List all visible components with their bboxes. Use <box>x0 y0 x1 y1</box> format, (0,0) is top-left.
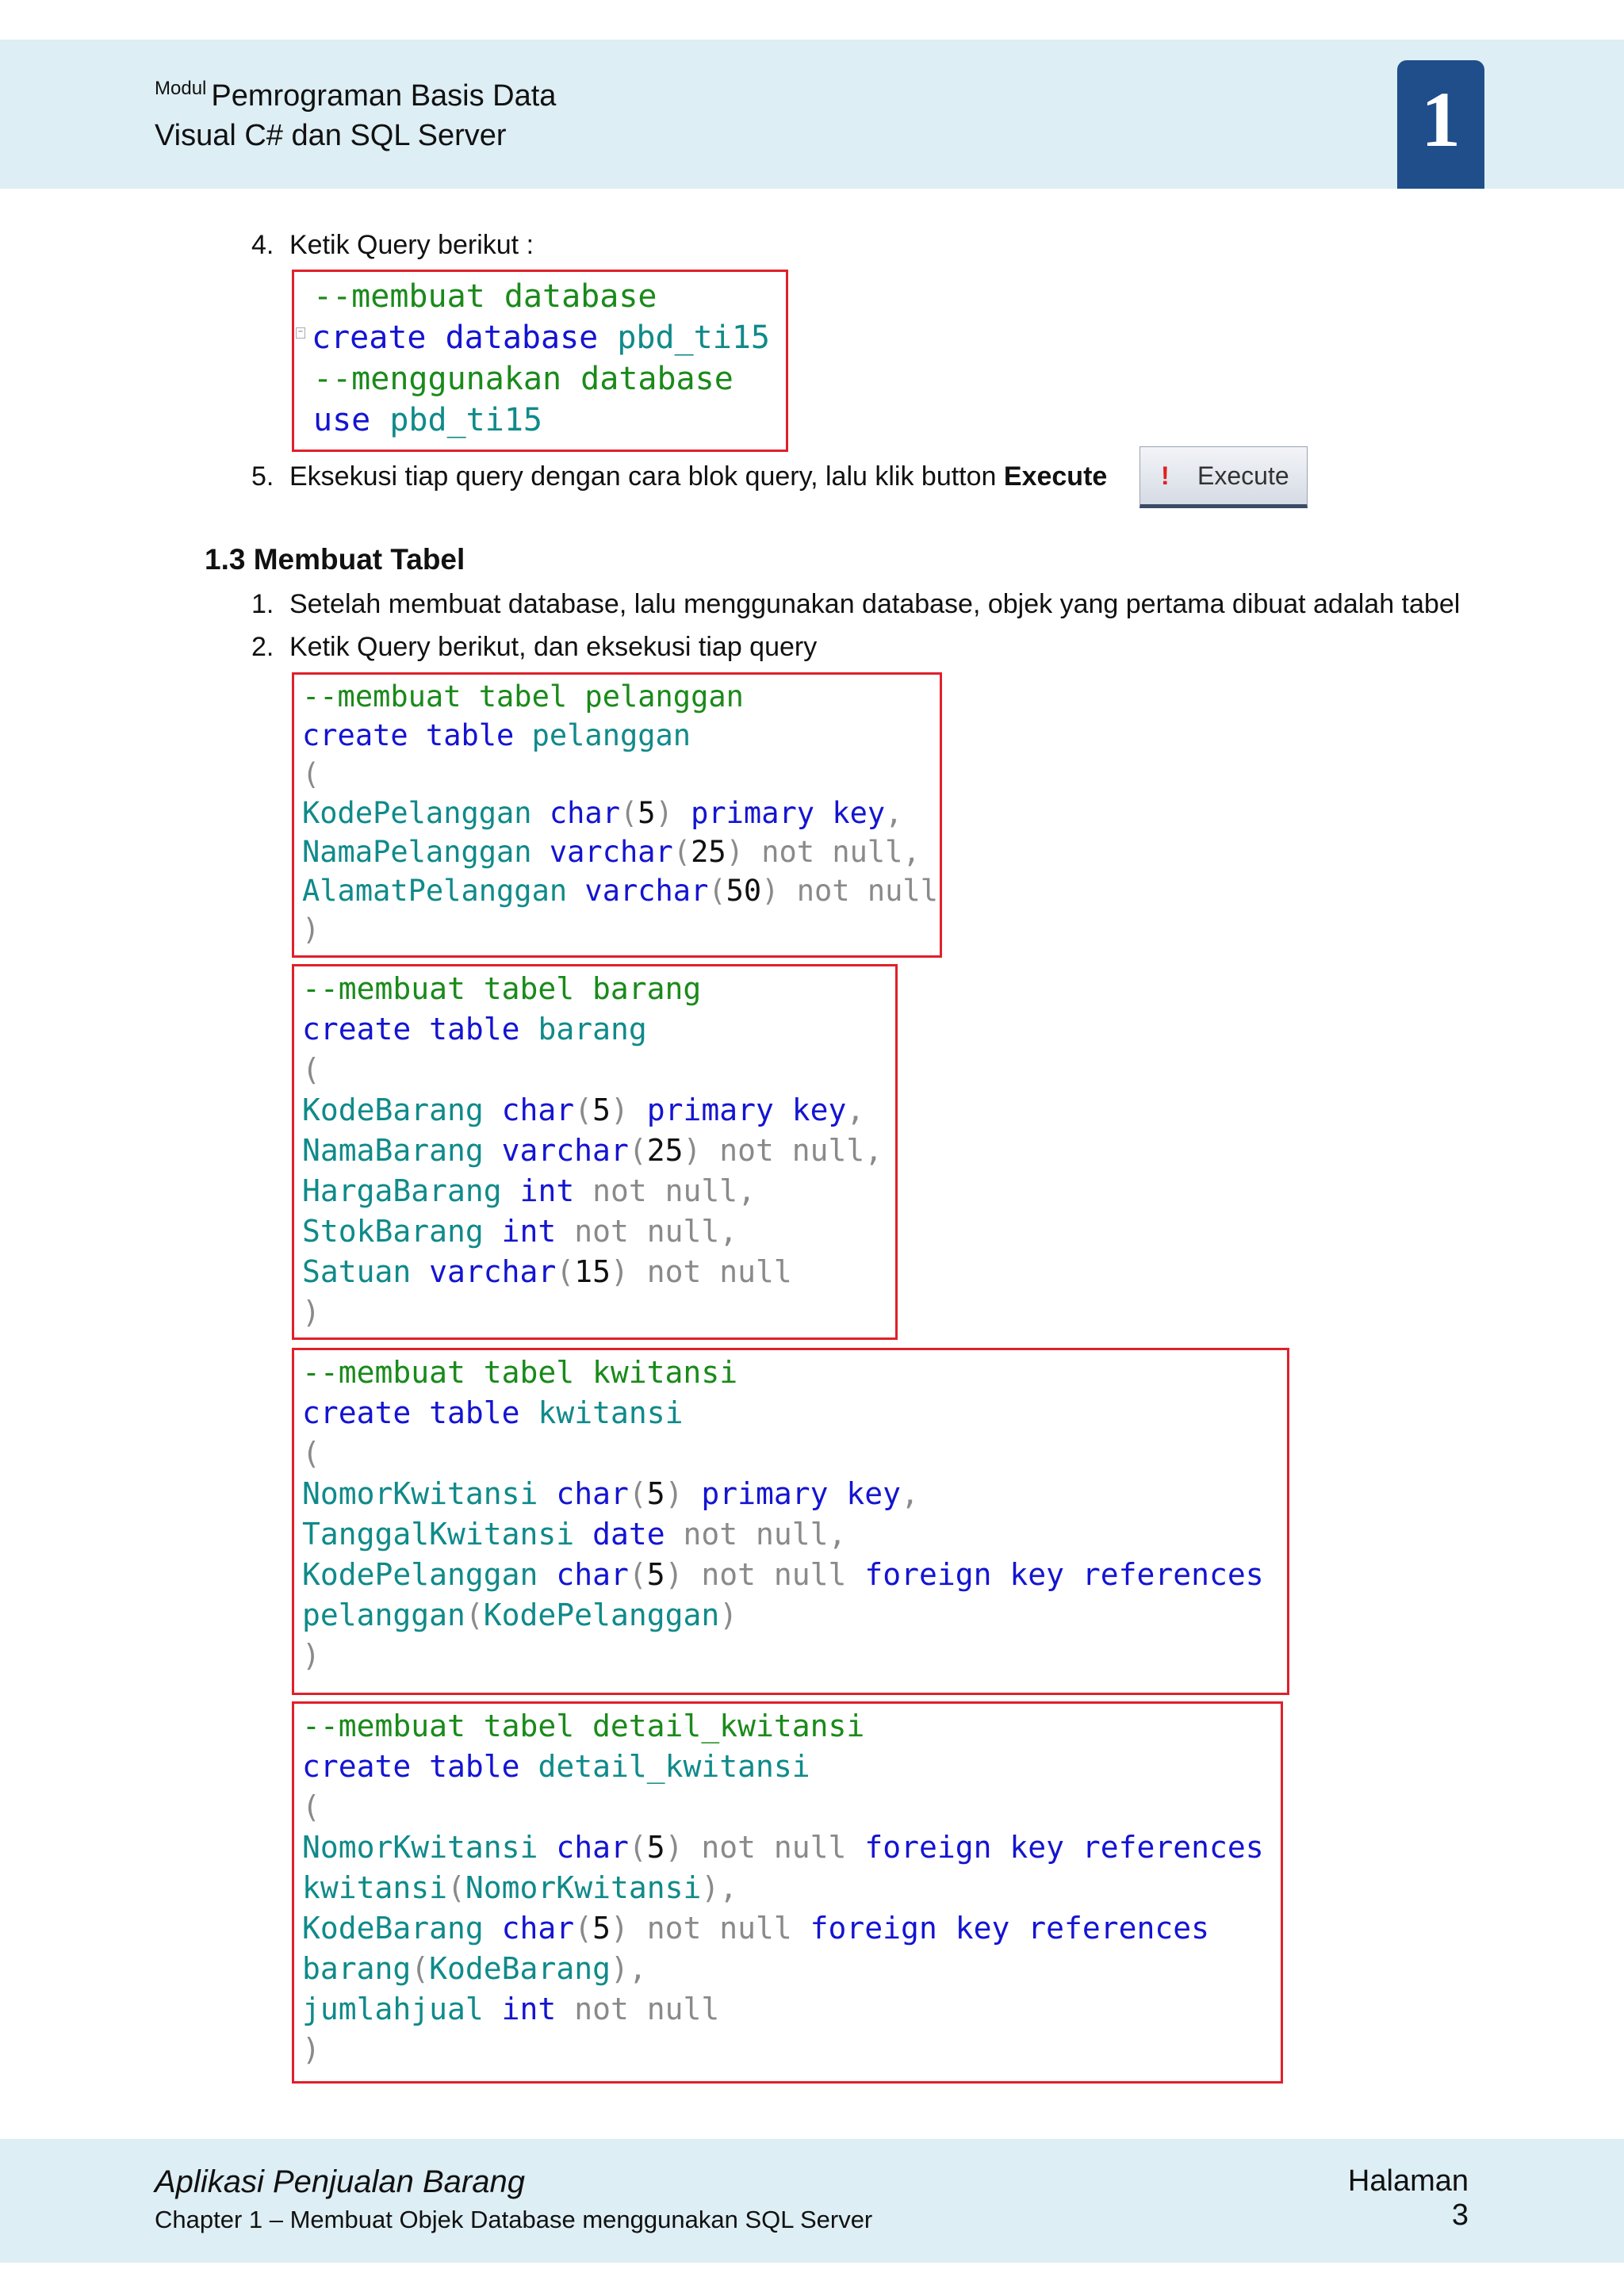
header-subtitle: Visual C# dan SQL Server <box>155 119 507 152</box>
step-5: 5. Eksekusi tiap query dengan cara blok query, lalu klik button Execute <box>251 461 1108 492</box>
execute-label: Execute <box>1197 461 1289 490</box>
step-4: 4. Ketik Query berikut : <box>251 230 534 260</box>
header-title: $^{Modul}$ Pemrograman Basis Data <box>155 78 557 113</box>
code-block-detail-kwitansi[interactable]: --membuat tabel detail_kwitansi create table detail_kwitansi ( NomorKwitansi char(5) not null foreign key references kwitansi(NomorKwitansi), KodeBarang char(5) not null foreign key references barang(KodeBarang), jumlahjual int not null ) <box>292 1701 1283 2084</box>
footer-title: Aplikasi Penjualan Barang <box>155 2164 525 2199</box>
page-number: Halaman 3 <box>1347 2164 1469 2232</box>
modul-label: Modul <box>155 78 207 99</box>
exclamation-icon: ! <box>1161 461 1170 490</box>
execute-button[interactable] <box>1139 446 1308 508</box>
collapse-icon: − <box>296 327 305 339</box>
section-step-2: 2. Ketik Query berikut, dan eksekusi tiap query <box>251 632 818 662</box>
code-block-barang[interactable]: --membuat tabel barang create table barang ( KodeBarang char(5) primary key, NamaBarang varchar(25) not null, HargaBarang int not null, StokBarang int not null, Satuan varchar(15) not null ) <box>292 964 898 1340</box>
footer-chapter: Chapter 1 – Membuat Objek Database menggunakan SQL Server <box>155 2206 873 2233</box>
code-block-database[interactable]: --membuat database − create database pbd_ti15 --menggunakan database use pbd_ti15 <box>292 270 788 452</box>
section-step-1: 1. Setelah membuat database, lalu menggunakan database, objek yang pertama dibuat adalah tabel <box>251 589 1461 619</box>
page-header <box>0 40 1624 189</box>
chapter-badge: 1 <box>1397 60 1484 189</box>
code-block-kwitansi[interactable]: --membuat tabel kwitansi create table kwitansi ( NomorKwitansi char(5) primary key, TanggalKwitansi date not null, KodePelanggan char(5) not null foreign key references pelanggan(KodePelanggan) ) <box>292 1348 1289 1695</box>
code-block-pelanggan[interactable]: --membuat tabel pelanggan create table pelanggan ( KodePelanggan char(5) primary key, NamaPelanggan varchar(25) not null, AlamatPelanggan varchar(50) not null ) <box>292 672 942 958</box>
section-title: 1.3 Membuat Tabel <box>205 543 465 576</box>
